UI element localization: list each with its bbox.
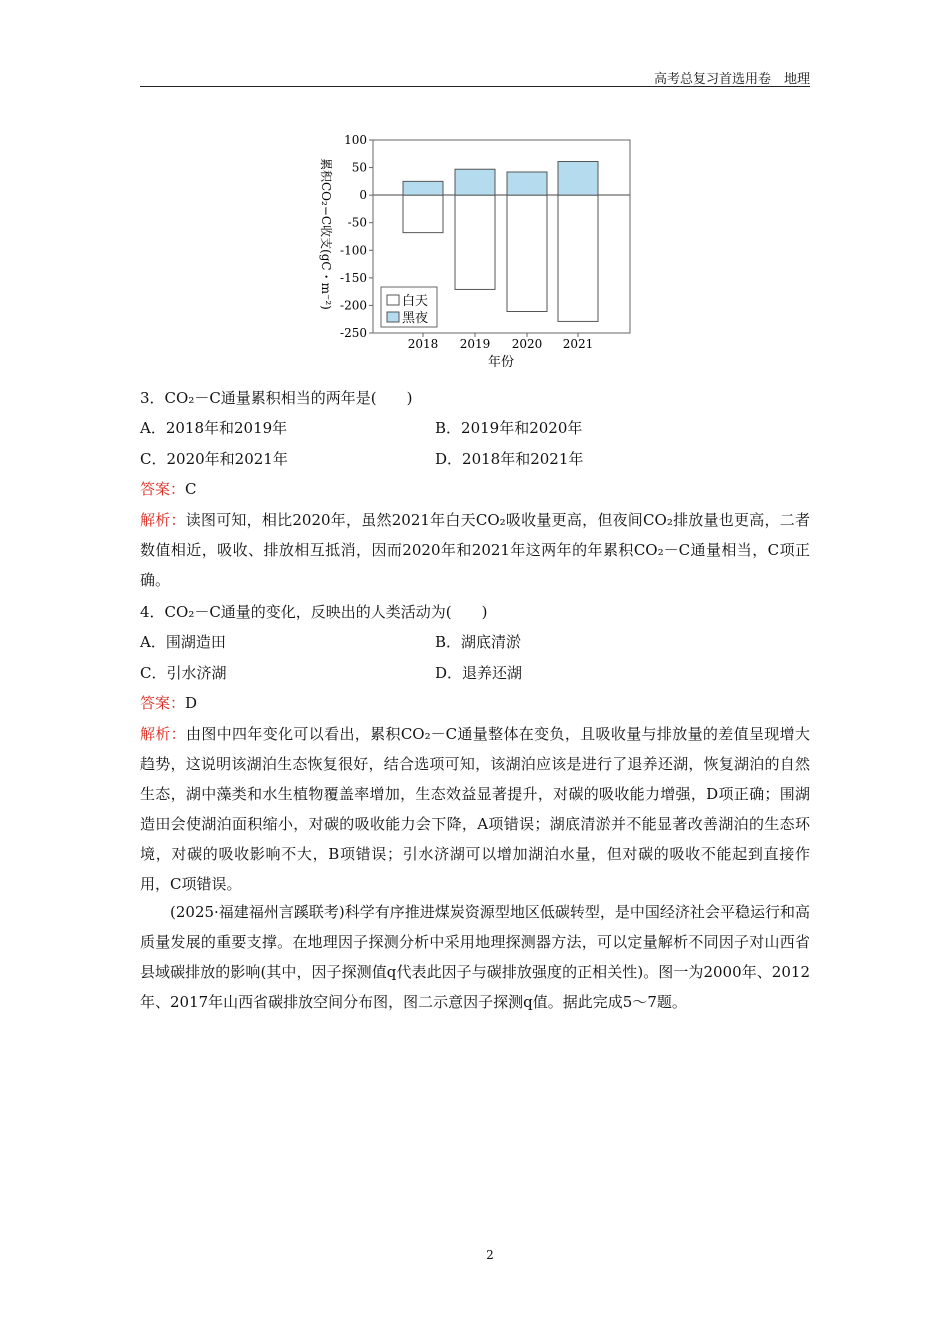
- q4-stem: 4．CO₂－C通量的变化，反映出的人类活动为( ): [140, 603, 488, 621]
- y-tick-label: 50: [351, 160, 367, 175]
- bar-night-2019: [455, 169, 495, 195]
- page-number: 2: [486, 1248, 494, 1262]
- analysis-text: 由图中四年变化可以看出，累积CO₂－C通量整体在变负，且吸收量与排放量的差值呈现增大趋势，这说明该湖泊生态恢复很好，结合选项可知，该湖泊应该是进行了退养还湖，恢复湖泊的自然生态，湖中藻类和水生植物覆盖率增加，生态效益显著提升，对碳的吸收能力增强，D项正确；围湖造田会使湖泊面积缩小，对碳的吸收能力会下降，A项错误；湖底清淤并不能显著改善湖泊的生态环境，对碳的吸收影响不大，B项错误；引水济湖可以增加湖泊水量，但对碳的吸收不能起到直接作用，C项错误。: [140, 725, 810, 893]
- x-tick-label: 2019: [459, 337, 491, 351]
- q3-option-c: C．2020年和2021年: [140, 450, 288, 468]
- x-tick-label: 2018: [407, 337, 439, 351]
- q4-option-a: A．围湖造田: [140, 633, 226, 651]
- bar-night-2020: [507, 172, 547, 195]
- analysis-text: 读图可知，相比2020年，虽然2021年白天CO₂吸收量更高，但夜间CO₂排放量也更高，二者数值相近，吸收、排放相互抵消，因而2020年和2021年这两年的年累积CO₂－C通量相当，C项正确。: [140, 511, 810, 589]
- bar-day-2021: [558, 195, 598, 321]
- q3-stem: 3．CO₂－C通量累积相当的两年是( ): [140, 389, 413, 407]
- x-tick-label: 2020: [511, 337, 543, 351]
- legend-swatch-day: [387, 295, 399, 305]
- y-tick-label: -200: [340, 298, 367, 313]
- y-tick-label: -150: [340, 270, 367, 285]
- y-tick-label: -100: [340, 243, 367, 258]
- intro-paragraph: (2025·福建福州言蹊联考)科学有序推进煤炭资源型地区低碳转型，是中国经济社会平稳运行和高质量发展的重要支撑。在地理因子探测分析中采用地理探测器方法，可以定量解析不同因子对山西省县域碳排放的影响(其中，因子探测值q代表此因子与碳排放强度的正相关性)。图一为2000年、2012年、2017年山西省碳排放空间分布图，图二示意因子探测q值。据此完成5～7题。: [140, 903, 810, 1011]
- answer-label: 答案：: [140, 480, 186, 498]
- q4-option-c: C．引水济湖: [140, 664, 227, 682]
- q3-option-a: A．2018年和2019年: [140, 419, 288, 437]
- running-header: 高考总复习首选用卷 地理: [653, 72, 810, 87]
- bar-day-2019: [455, 195, 495, 289]
- x-axis-label: 年份: [487, 355, 515, 370]
- bar-chart: [0, 0, 950, 380]
- bar-day-2020: [507, 195, 547, 311]
- legend: [381, 287, 437, 327]
- y-tick-label: 0: [359, 188, 367, 203]
- q4-analysis: [140, 719, 810, 899]
- answer-label: 答案：: [140, 694, 186, 712]
- analysis-label: 解析：: [140, 511, 186, 529]
- q3-option-d: D．2018年和2021年: [435, 450, 584, 468]
- y-tick-label: -50: [347, 215, 367, 230]
- legend-swatch-night: [387, 312, 399, 322]
- analysis-label: 解析：: [140, 725, 187, 743]
- y-tick-label: -250: [340, 326, 367, 340]
- answer-value: C: [185, 480, 197, 498]
- answer-value: D: [185, 694, 198, 712]
- bar-day-2018: [403, 195, 443, 232]
- x-tick-label: 2021: [562, 337, 594, 351]
- bar-night-2021: [558, 162, 598, 196]
- q3-answer: [140, 474, 197, 504]
- q4-answer: [140, 688, 197, 718]
- q3-option-b: B．2019年和2020年: [435, 419, 583, 437]
- legend-label-night: 黑夜: [402, 311, 429, 326]
- y-tick-label: 100: [344, 133, 367, 147]
- bar-night-2018: [403, 181, 443, 195]
- legend-label-day: 白天: [402, 294, 429, 309]
- q4-option-d: D．退养还湖: [435, 664, 523, 682]
- q4-option-b: B．湖底清淤: [435, 633, 522, 651]
- y-axis-label: 累积CO₂−C收支(gC・m⁻²): [319, 158, 333, 310]
- q3-analysis: [140, 505, 810, 595]
